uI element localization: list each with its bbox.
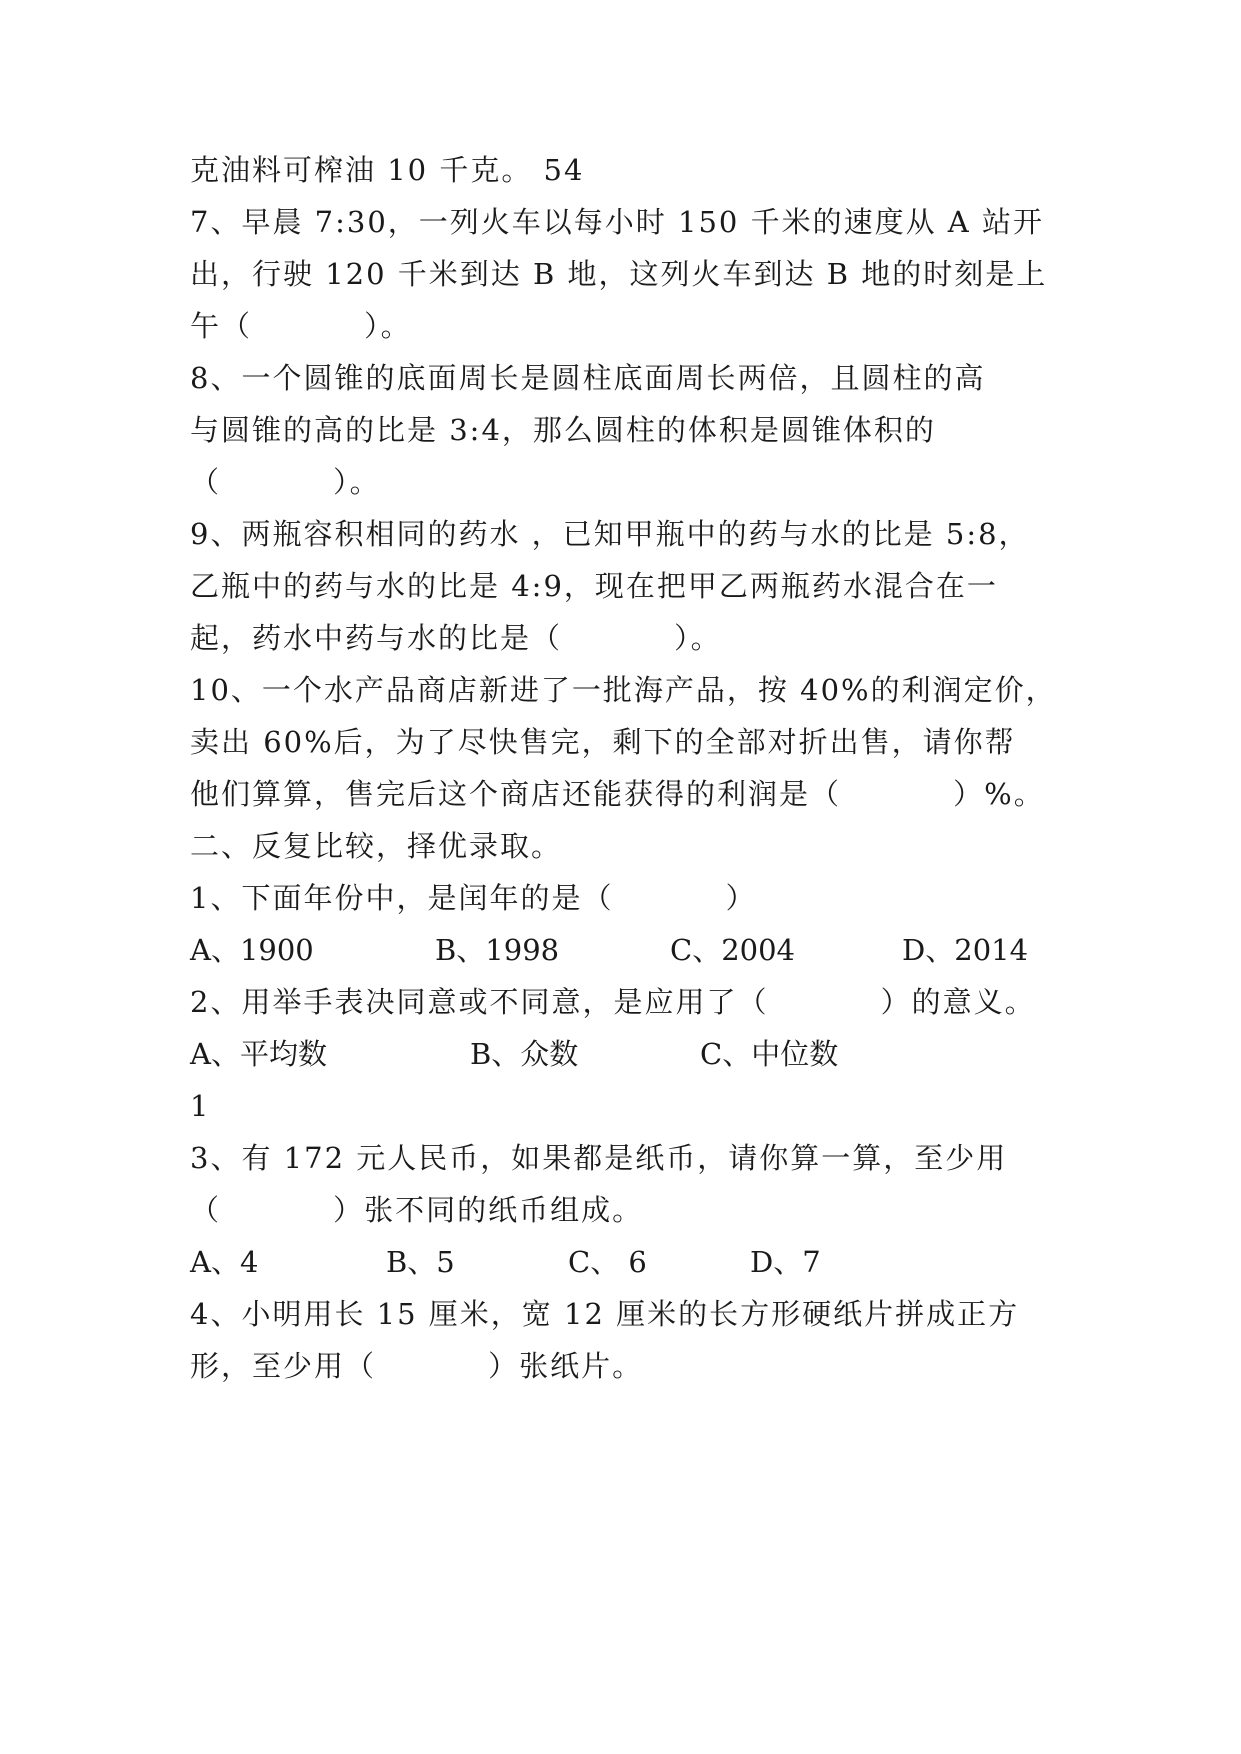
page-number: 1 <box>190 1089 211 1123</box>
question-8-line-2: 与圆锥的高的比是 3:4，那么圆柱的体积是圆锥体积的 <box>190 413 936 447</box>
option-c: C、 6 <box>568 1245 647 1279</box>
question-9-line-3: 起，药水中药与水的比是（ ）。 <box>190 621 722 655</box>
question-9-line-1: 9、两瓶容积相同的药水 ，已知甲瓶中的药与水的比是 5:8， <box>190 517 1030 551</box>
choice-question-4-line-1: 4、小明用长 15 厘米，宽 12 厘米的长方形硬纸片拼成正方 <box>190 1297 1020 1331</box>
question-8-line-3: （ ）。 <box>190 465 381 499</box>
question-7-line-2: 出，行驶 120 千米到达 B 地，这列火车到达 B 地的时刻是上 <box>190 257 1048 291</box>
choice-question-4-line-2: 形，至少用（ ）张纸片。 <box>190 1349 644 1383</box>
choice-question-3-line-1: 3、有 172 元人民币，如果都是纸币，请你算一算，至少用 <box>190 1141 1008 1175</box>
section-heading: 二、反复比较，择优录取。 <box>190 829 563 863</box>
text-line: 克油料可榨油 10 千克。 54 <box>190 153 585 187</box>
choice-question-2: 2、用举手表决同意或不同意，是应用了（ ）的意义。 <box>190 985 1036 1019</box>
question-10-line-2: 卖出 60%后，为了尽快售完，剩下的全部对折出售，请你帮 <box>190 725 1016 759</box>
option-a: A、1900 <box>190 933 314 967</box>
option-a: A、4 <box>190 1245 259 1279</box>
question-9-line-2: 乙瓶中的药与水的比是 4:9，现在把甲乙两瓶药水混合在一 <box>190 569 998 603</box>
option-c: C、2004 <box>670 933 795 967</box>
choice-question-1: 1、下面年份中，是闰年的是（ ） <box>190 881 757 915</box>
choice-question-3-line-2: （ ）张不同的纸币组成。 <box>190 1193 644 1227</box>
option-a: A、平均数 <box>190 1037 327 1071</box>
question-10-line-1: 10、一个水产品商店新进了一批海产品，按 40%的利润定价， <box>190 673 1057 707</box>
option-b: B、1998 <box>435 933 560 967</box>
question-8-line-1: 8、一个圆锥的底面周长是圆柱底面周长两倍，且圆柱的高 <box>190 361 986 395</box>
option-b: B、5 <box>386 1245 455 1279</box>
question-7-line-3: 午（ ）。 <box>190 309 412 343</box>
option-c: C、中位数 <box>700 1037 839 1071</box>
question-10-line-3: 他们算算，售完后这个商店还能获得的利润是（ ）%。 <box>190 777 1045 811</box>
option-d: D、2014 <box>902 933 1029 967</box>
option-d: D、7 <box>750 1245 821 1279</box>
question-7-line-1: 7、早晨 7:30，一列火车以每小时 150 千米的速度从 A 站开 <box>190 205 1044 239</box>
option-b: B、众数 <box>470 1037 579 1071</box>
